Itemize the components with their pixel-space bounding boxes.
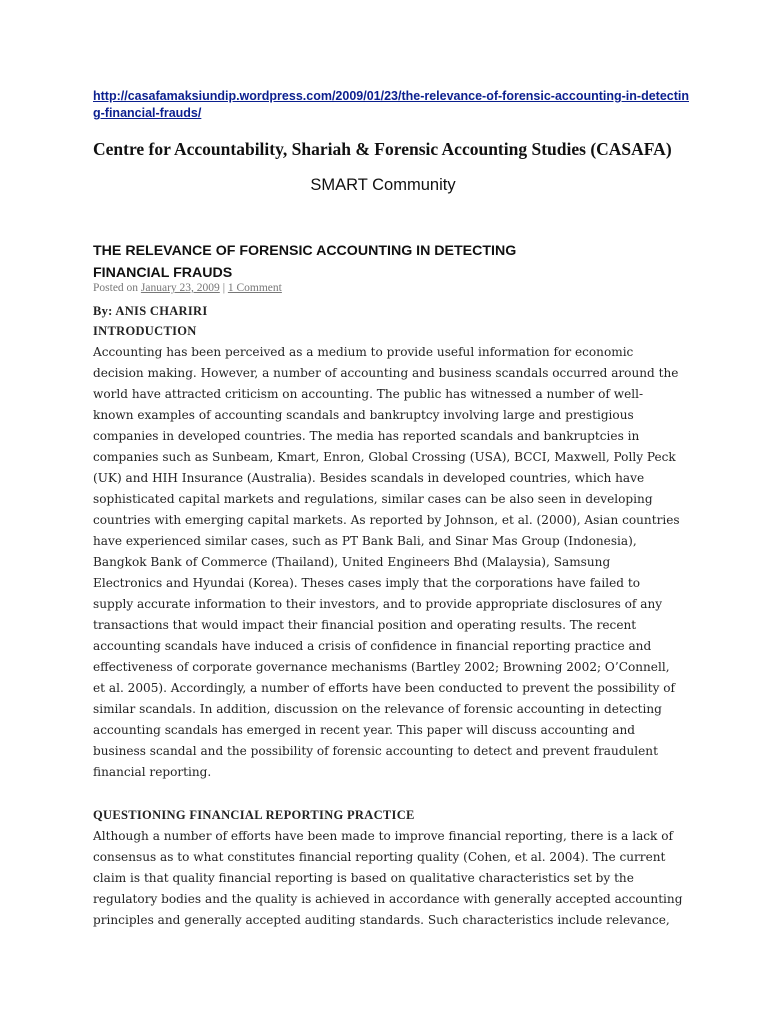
organization-title: Centre for Accountability, Shariah & Forensic Accounting Studies (CASAFA): [93, 139, 672, 159]
author-byline: By: ANIS CHARIRI: [93, 304, 208, 318]
comments-link[interactable]: 1 Comment: [227, 282, 282, 294]
post-meta: [93, 281, 693, 295]
section-heading-questioning: QUESTIONING FINANCIAL REPORTING PRACTICE: [93, 808, 415, 822]
meta-separator: |: [219, 282, 228, 294]
posted-date-link[interactable]: January 23, 2009: [140, 282, 220, 294]
source-url-link[interactable]: http://casafamaksiundip.wordpress.com/2009/01/23/the-relevance-of-forensic-accounting-in-detecting-financial-frauds/: [93, 89, 689, 120]
community-title: SMART Community: [310, 176, 456, 194]
section-body-introduction: Accounting has been perceived as a medium to provide useful information for economic decision making. However, a number of accounting and business scandals occurred around the world have attracted criticism on accounting. The public has witnessed a number of well-known examples of accounting scandals and bankruptcy involving large and prestigious companies in developed countries. The media has reported scandals and bankruptcies in companies such as Sunbeam, Kmart, Enron, Global Crossing (USA), BCCI, Maxwell, Polly Peck (UK) and HIH Insurance (Australia). Besides scandals in developed countries, which have sophisticated capital markets and regulations, similar cases can be also seen in developing countries with emerging capital markets. As reported by Johnson, et al. (2000), Asian countries have experienced similar cases, such as PT Bank Bali, and Sinar Mas Group (Indonesia), Bangkok Bank of Commerce (Thailand), United Engineers Bhd (Malaysia), Samsung Electronics and Hyundai (Korea). Theses cases imply that the corporations have failed to supply accurate information to their investors, and to provide appropriate disclosures of any transactions that would impact their financial position and operating results. The recent accounting scandals have induced a crisis of confidence in financial reporting practice and effectiveness of corporate governance mechanisms (Bartley 2002; Browning 2002; O’Connell, et al. 2005). Accordingly, a number of efforts have been conducted to prevent the possibility of similar scandals. In addition, discussion on the relevance of forensic accounting in detecting accounting scandals has emerged in recent year. This paper will discuss accounting and business scandal and the possibility of forensic accounting to detect and prevent fraudulent financial reporting.: [93, 345, 680, 779]
document-page: [93, 88, 693, 931]
posted-prefix: Posted on: [93, 282, 141, 294]
section-body-questioning: Although a number of efforts have been made to improve financial reporting, there is a lack of consensus as to what constitutes financial reporting quality (Cohen, et al. 2004). The current claim is that quality financial reporting is based on qualitative characteristics set by the regulatory bodies and the quality is achieved in accordance with generally accepted accounting principles and generally accepted auditing standards. Such characteristics include relevance,: [93, 829, 683, 927]
section-heading-introduction: INTRODUCTION: [93, 324, 197, 338]
article-title: THE RELEVANCE OF FORENSIC ACCOUNTING IN DETECTING FINANCIAL FRAUDS: [93, 243, 517, 281]
